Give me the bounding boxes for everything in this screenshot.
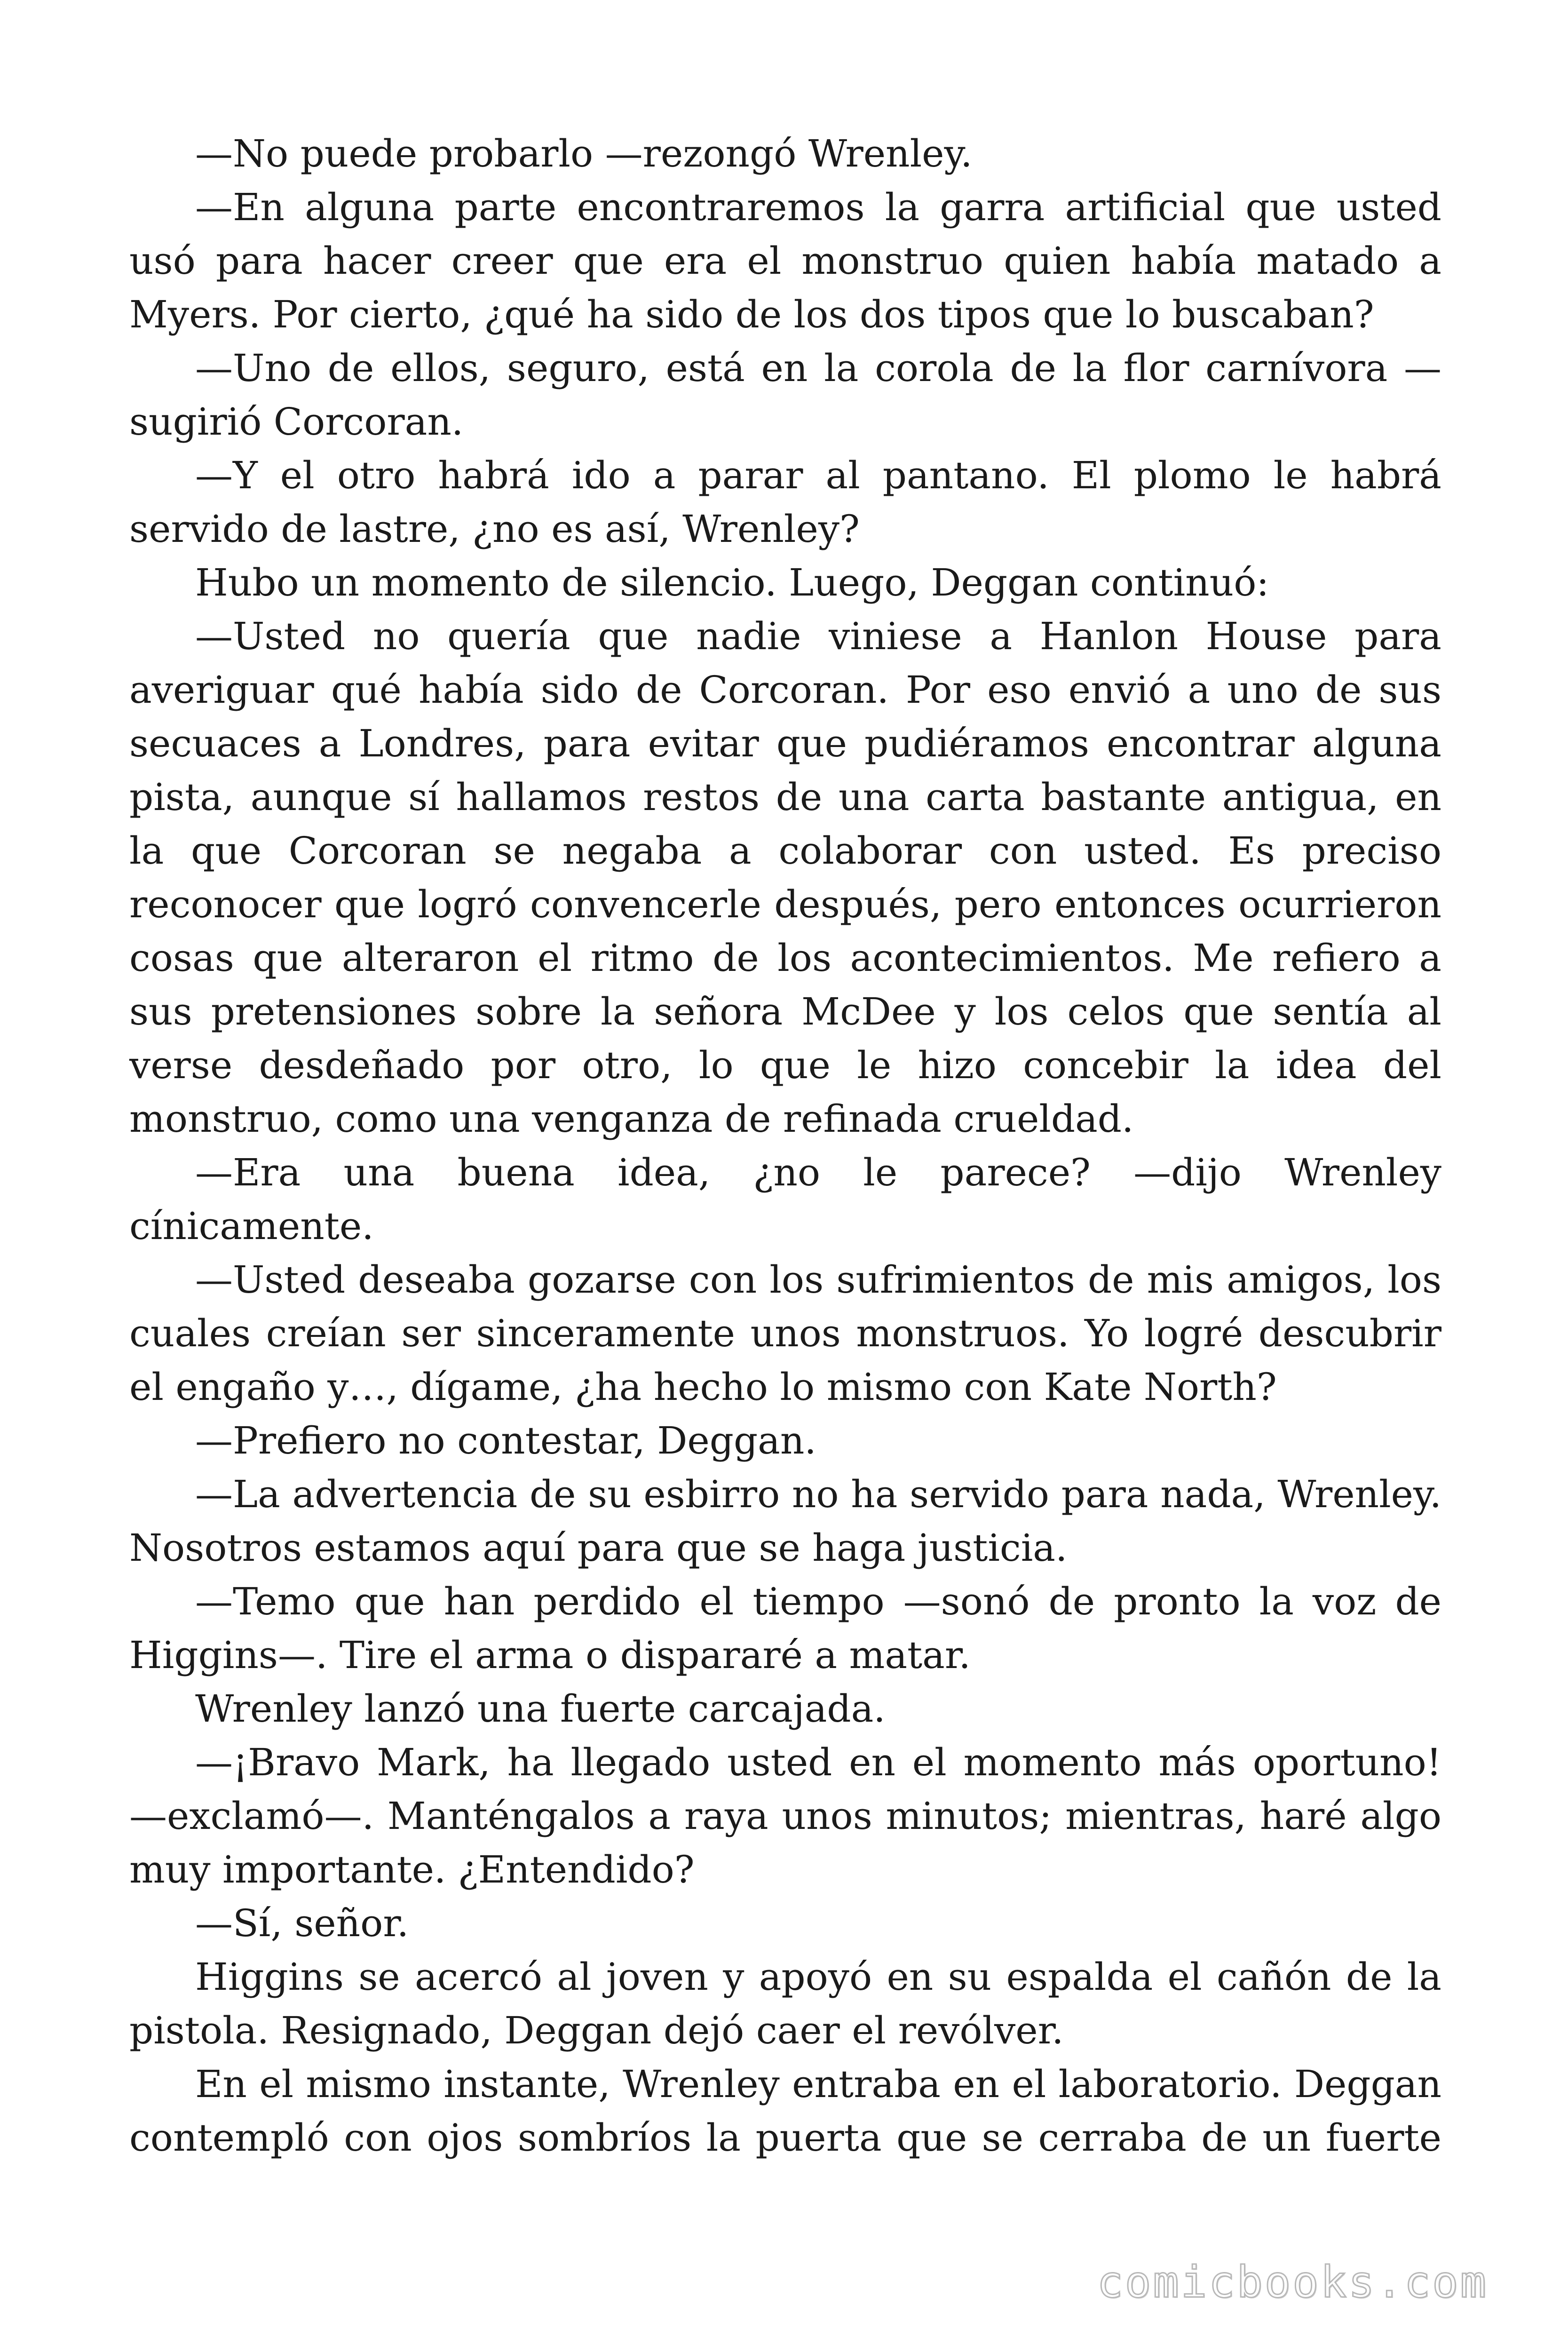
paragraph-6: —Usted no quería que nadie viniese a Hanlon House para averiguar qué había sido de Corcoran. Por eso envió a uno de sus secuaces a Londres, para evitar que pudiéramos encontrar alguna pista, aunque sí hallamos restos de una carta bastante antigua, en la que Corcoran se negaba a colaborar con usted. Es preciso reconocer que logró convencerle después, pero entonces ocurrieron cosas que alteraron el ritmo de los acontecimientos. Me refiero a sus pretensiones sobre la señora McDee y los celos que sentía al verse desdeñado por otro, lo que le hizo concebir la idea del monstruo, como una venganza de refinada crueldad. xyxy=(129,614,1441,1141)
paragraph-11: —Temo que han perdido el tiempo —sonó de pronto la voz de Higgins—. Tire el arma o dispararé a matar. xyxy=(129,1580,1441,1677)
body-text xyxy=(129,127,1441,2165)
paragraph-3: —Uno de ellos, seguro, está en la corola de la flor carnívora —sugirió Corcoran. xyxy=(129,346,1441,444)
paragraph-8: —Usted deseaba gozarse con los sufrimientos de mis amigos, los cuales creían ser sinceramente unos monstruos. Yo logré descubrir el engaño y…, dígame, ¿ha hecho lo mismo con Kate North? xyxy=(129,1258,1441,1409)
paragraph-2: —En alguna parte encontraremos la garra artificial que usted usó para hacer creer que era el monstruo quien había matado a Myers. Por cierto, ¿qué ha sido de los dos tipos que lo buscaban? xyxy=(129,185,1441,336)
paragraph-15: Higgins se acercó al joven y apoyó en su espalda el cañón de la pistola. Resignado, Deggan dejó caer el revólver. xyxy=(129,1955,1441,2052)
paragraph-12: Wrenley lanzó una fuerte carcajada. xyxy=(195,1687,886,1731)
paragraph-9: —Prefiero no contestar, Deggan. xyxy=(195,1419,816,1462)
paragraph-7: —Era una buena idea, ¿no le parece? —dijo Wrenley cínicamente. xyxy=(129,1151,1441,1248)
paragraph-4: —Y el otro habrá ido a parar al pantano. El plomo le habrá servido de lastre, ¿no es así, Wrenley? xyxy=(129,453,1441,551)
paragraph-10: —La advertencia de su esbirro no ha servido para nada, Wrenley. Nosotros estamos aquí para que se haga justicia. xyxy=(129,1472,1441,1570)
paragraph-1: —No puede probarlo —rezongó Wrenley. xyxy=(195,132,973,175)
paragraph-5: Hubo un momento de silencio. Luego, Deggan continuó: xyxy=(195,561,1269,604)
paragraph-13: —¡Bravo Mark, ha llegado usted en el momento más oportuno! —exclamó—. Manténgalos a raya unos minutos; mientras, haré algo muy importante. ¿Entendido? xyxy=(129,1740,1441,1891)
paragraph-16: En el mismo instante, Wrenley entraba en el laboratorio. Deggan contempló con ojos sombríos la puerta que se cerraba de un fuerte xyxy=(129,2062,1441,2160)
paragraph-14: —Sí, señor. xyxy=(195,1901,409,1945)
watermark-text: comicbooks.com xyxy=(1097,2257,1488,2307)
